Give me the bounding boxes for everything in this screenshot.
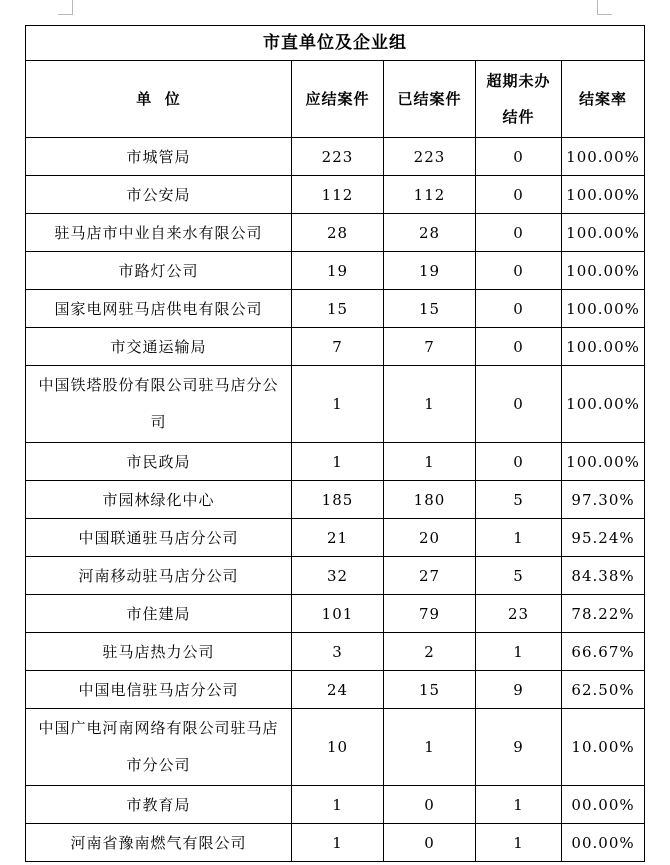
table-row xyxy=(26,824,645,862)
cell-overdue: 0 xyxy=(476,214,562,252)
cell-due: 1 xyxy=(292,824,384,862)
header-closed: 已结案件 xyxy=(384,61,476,138)
cell-overdue: 0 xyxy=(476,290,562,328)
cell-due: 19 xyxy=(292,252,384,290)
cell-due: 101 xyxy=(292,595,384,633)
table-row xyxy=(26,176,645,214)
cell-closed: 1 xyxy=(384,366,476,443)
cell-unit: 中国联通驻马店分公司 xyxy=(26,519,292,557)
cell-closed: 2 xyxy=(384,633,476,671)
header-overdue: 超期未办结件 xyxy=(476,61,562,138)
cell-closed: 19 xyxy=(384,252,476,290)
table-row xyxy=(26,671,645,709)
cell-due: 21 xyxy=(292,519,384,557)
cell-rate: 100.00% xyxy=(562,176,645,214)
cell-rate: 97.30% xyxy=(562,481,645,519)
cell-due: 24 xyxy=(292,671,384,709)
cell-due: 28 xyxy=(292,214,384,252)
cell-overdue: 23 xyxy=(476,595,562,633)
cell-due: 3 xyxy=(292,633,384,671)
cell-overdue: 0 xyxy=(476,328,562,366)
cell-unit: 河南省豫南燃气有限公司 xyxy=(26,824,292,862)
cell-overdue: 1 xyxy=(476,786,562,824)
cell-overdue: 0 xyxy=(476,252,562,290)
cell-rate: 95.24% xyxy=(562,519,645,557)
cell-unit: 市城管局 xyxy=(26,138,292,176)
page-corner-mark-left xyxy=(58,0,73,15)
table-row xyxy=(26,786,645,824)
cell-closed: 15 xyxy=(384,290,476,328)
cell-rate: 78.22% xyxy=(562,595,645,633)
table-row xyxy=(26,557,645,595)
cell-unit: 中国广电河南网络有限公司驻马店市分公司 xyxy=(26,709,292,786)
page-corner-mark-right xyxy=(597,0,612,15)
cell-overdue: 9 xyxy=(476,709,562,786)
table-row xyxy=(26,328,645,366)
cell-closed: 180 xyxy=(384,481,476,519)
header-due: 应结案件 xyxy=(292,61,384,138)
header-unit: 单 位 xyxy=(26,61,292,138)
table-header-row xyxy=(26,61,645,138)
cell-overdue: 5 xyxy=(476,557,562,595)
cell-unit: 国家电网驻马店供电有限公司 xyxy=(26,290,292,328)
cell-overdue: 0 xyxy=(476,443,562,481)
table-row xyxy=(26,595,645,633)
cell-closed: 112 xyxy=(384,176,476,214)
cell-unit: 市公安局 xyxy=(26,176,292,214)
case-closure-table xyxy=(25,25,645,862)
cell-unit: 市路灯公司 xyxy=(26,252,292,290)
cell-closed: 7 xyxy=(384,328,476,366)
table-row xyxy=(26,709,645,786)
cell-due: 1 xyxy=(292,366,384,443)
cell-closed: 79 xyxy=(384,595,476,633)
cell-rate: 100.00% xyxy=(562,214,645,252)
cell-due: 185 xyxy=(292,481,384,519)
cell-closed: 1 xyxy=(384,443,476,481)
cell-closed: 223 xyxy=(384,138,476,176)
cell-closed: 15 xyxy=(384,671,476,709)
table-row xyxy=(26,138,645,176)
cell-unit: 中国铁塔股份有限公司驻马店分公司 xyxy=(26,366,292,443)
table-title: 市直单位及企业组 xyxy=(26,26,645,61)
table-row xyxy=(26,481,645,519)
cell-overdue: 0 xyxy=(476,366,562,443)
cell-due: 32 xyxy=(292,557,384,595)
cell-closed: 28 xyxy=(384,214,476,252)
cell-rate: 62.50% xyxy=(562,671,645,709)
cell-closed: 27 xyxy=(384,557,476,595)
cell-overdue: 1 xyxy=(476,633,562,671)
cell-unit: 市住建局 xyxy=(26,595,292,633)
table-row xyxy=(26,252,645,290)
cell-rate: 100.00% xyxy=(562,366,645,443)
cell-due: 10 xyxy=(292,709,384,786)
table-title-row xyxy=(26,26,645,61)
cell-rate: 100.00% xyxy=(562,290,645,328)
cell-closed: 0 xyxy=(384,786,476,824)
cell-rate: 84.38% xyxy=(562,557,645,595)
cell-unit: 驻马店市中业自来水有限公司 xyxy=(26,214,292,252)
cell-unit: 市交通运输局 xyxy=(26,328,292,366)
cell-due: 223 xyxy=(292,138,384,176)
cell-rate: 100.00% xyxy=(562,252,645,290)
cell-overdue: 9 xyxy=(476,671,562,709)
cell-overdue: 1 xyxy=(476,824,562,862)
table-row xyxy=(26,633,645,671)
cell-unit: 中国电信驻马店分公司 xyxy=(26,671,292,709)
cell-unit: 驻马店热力公司 xyxy=(26,633,292,671)
cell-due: 112 xyxy=(292,176,384,214)
header-rate: 结案率 xyxy=(562,61,645,138)
table-row xyxy=(26,366,645,443)
cell-rate: 100.00% xyxy=(562,138,645,176)
cell-rate: 10.00% xyxy=(562,709,645,786)
cell-rate: 66.67% xyxy=(562,633,645,671)
table-row xyxy=(26,214,645,252)
cell-unit: 市教育局 xyxy=(26,786,292,824)
cell-overdue: 1 xyxy=(476,519,562,557)
cell-closed: 1 xyxy=(384,709,476,786)
table-row xyxy=(26,290,645,328)
cell-rate: 100.00% xyxy=(562,443,645,481)
cell-rate: 00.00% xyxy=(562,786,645,824)
cell-closed: 20 xyxy=(384,519,476,557)
cell-closed: 0 xyxy=(384,824,476,862)
table-row xyxy=(26,443,645,481)
cell-due: 1 xyxy=(292,443,384,481)
cell-overdue: 0 xyxy=(476,138,562,176)
cell-overdue: 5 xyxy=(476,481,562,519)
cell-unit: 市园林绿化中心 xyxy=(26,481,292,519)
cell-due: 15 xyxy=(292,290,384,328)
cell-unit: 河南移动驻马店分公司 xyxy=(26,557,292,595)
cell-rate: 100.00% xyxy=(562,328,645,366)
cell-rate: 00.00% xyxy=(562,824,645,862)
cell-overdue: 0 xyxy=(476,176,562,214)
table-row xyxy=(26,519,645,557)
cell-due: 1 xyxy=(292,786,384,824)
cell-unit: 市民政局 xyxy=(26,443,292,481)
cell-due: 7 xyxy=(292,328,384,366)
